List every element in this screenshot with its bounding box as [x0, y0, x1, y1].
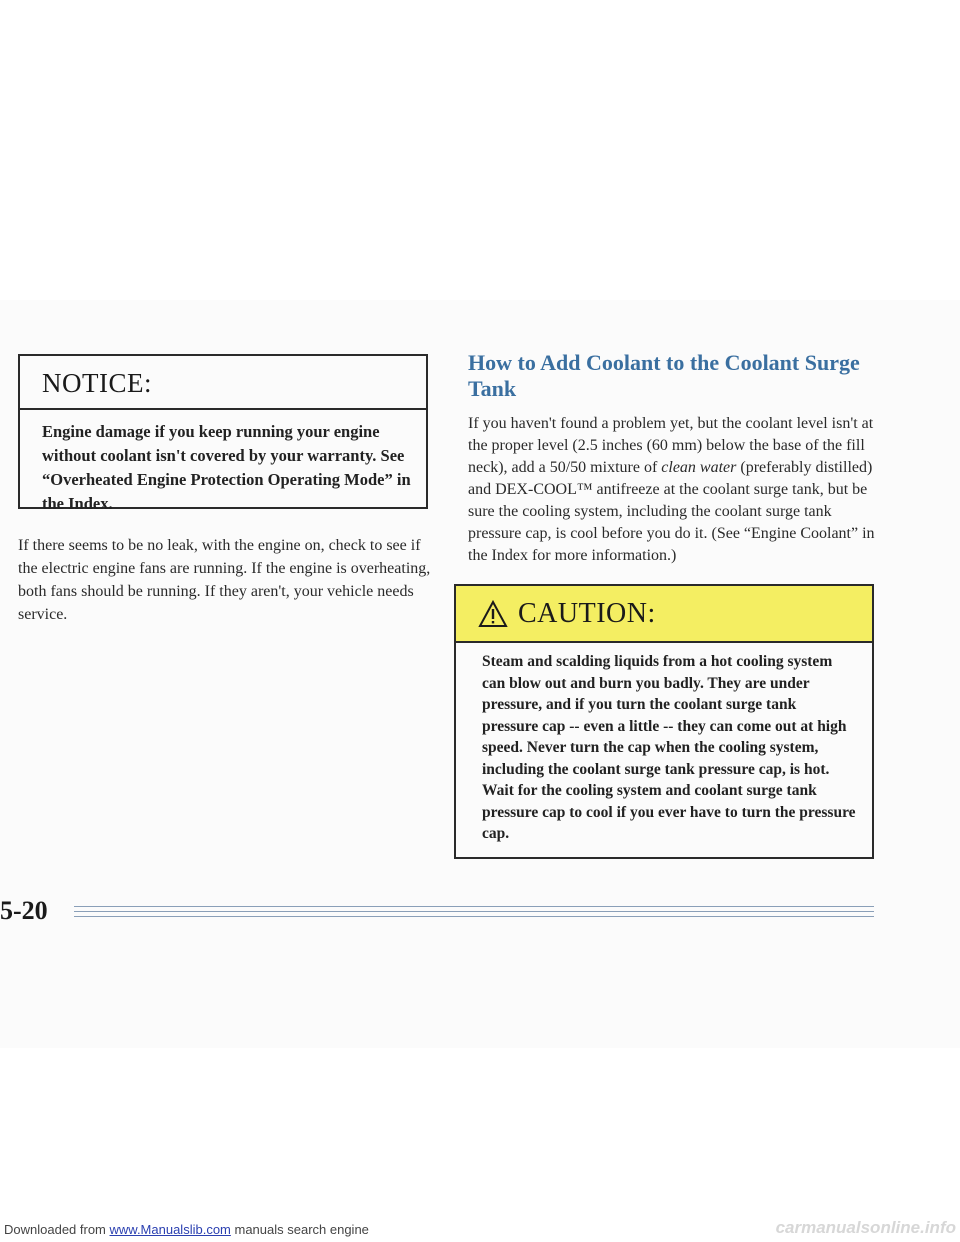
section-heading: How to Add Coolant to the Coolant Surge Tank	[468, 350, 860, 401]
warning-triangle-icon	[478, 600, 508, 628]
caution-header	[456, 586, 872, 643]
watermark: carmanualsonline.info	[775, 1218, 956, 1237]
notice-body: Engine damage if you keep running your engine without coolant isn't covered by your warranty. See “Overheated Engine Protection Operating Mode” in the Index.	[42, 422, 411, 513]
paragraph-text-1: If you haven't found a problem yet, but the coolant level isn't at the proper level (2.5 inches (60 mm) below the base of the fill neck), add a 50/50 mixture of	[468, 415, 874, 476]
footer-suffix: manuals search engine	[230, 1222, 369, 1237]
footer-rule	[74, 906, 874, 907]
notice-title: NOTICE:	[20, 356, 426, 410]
notice-box	[18, 354, 428, 513]
add-coolant-paragraph	[468, 413, 888, 567]
footer-rule	[74, 916, 874, 917]
download-footer	[4, 1222, 369, 1238]
fan-check-paragraph: If there seems to be no leak, with the engine on, check to see if the electric engine fans are running. If the engine is overheating, both fans should be running. If they aren't, your vehicle needs service.	[18, 537, 431, 623]
caution-body: Steam and scalding liquids from a hot cooling system can blow out and burn you badly. They are under pressure, and if you turn the coolant surge tank pressure cap -- even a little -- they can come out at high speed. Never turn the cap when the cooling system, including the coolant surge tank pressure cap, is hot. Wait for the cooling system and coolant surge tank pressure cap to cool if you ever have to turn the pressure cap.	[482, 653, 856, 842]
paragraph-emphasis: clean water	[661, 459, 737, 476]
caution-title: CAUTION:	[518, 597, 656, 629]
manualslib-link[interactable]: www.Manualslib.com	[109, 1222, 231, 1237]
footer-rule	[74, 911, 874, 912]
page-number: 5-20	[0, 896, 48, 925]
footer-prefix: Downloaded from	[4, 1222, 110, 1237]
caution-box	[454, 584, 874, 859]
paragraph-text-2: (preferably distilled) and DEX-COOL™ antifreeze at the coolant surge tank, but be sure the cooling system, including the coolant surge tank pressure cap, is cool before you do it. (See “Engine Coolant” in the Index for more information.)	[468, 459, 875, 564]
